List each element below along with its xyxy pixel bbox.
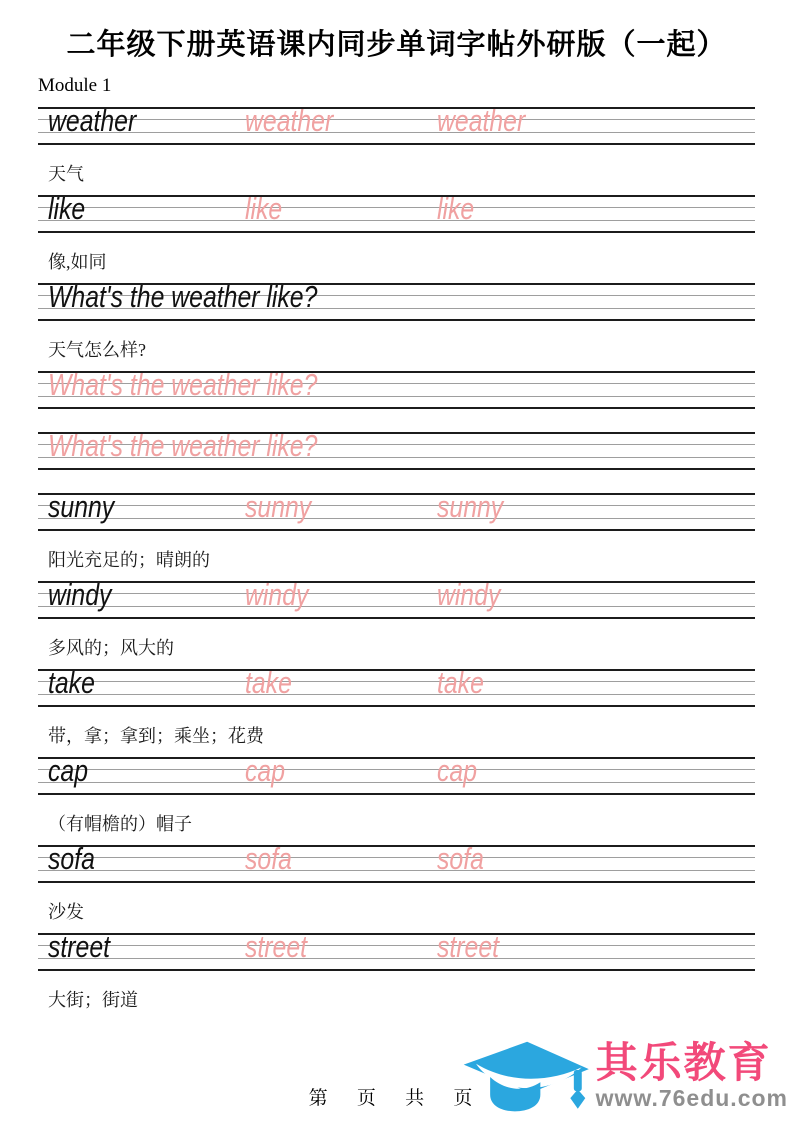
brand-text-block — [595, 1039, 788, 1112]
meaning-text: 大街；街道 — [48, 990, 138, 1010]
practice-word-trace-1: sunny — [245, 489, 312, 524]
guide-line — [38, 782, 755, 783]
practice-unit — [38, 929, 755, 1021]
meaning-text: 多风的；风大的 — [48, 638, 174, 658]
guide-line — [38, 606, 755, 607]
guide-line — [38, 119, 755, 120]
practice-word: like — [48, 191, 86, 226]
writing-guide-lines — [38, 428, 755, 470]
guide-line — [38, 132, 755, 133]
practice-word: take — [48, 665, 95, 700]
guide-line — [38, 870, 755, 871]
meaning-text — [38, 470, 755, 493]
guide-line — [38, 958, 755, 959]
practice-unit — [38, 191, 755, 283]
writing-guide-lines — [38, 279, 755, 321]
meaning-text: （有帽檐的）帽子 — [48, 814, 192, 834]
practice-unit — [38, 428, 755, 493]
practice-word: street — [48, 929, 111, 964]
meaning-text: 像,如同 — [48, 252, 107, 272]
practice-unit — [38, 665, 755, 757]
guide-line — [38, 945, 755, 946]
practice-word: What's the weather like? — [48, 279, 318, 314]
practice-word-trace-1: take — [245, 665, 292, 700]
practice-word: windy — [48, 577, 112, 612]
guide-line — [38, 694, 755, 695]
practice-word-trace-2: weather — [437, 103, 526, 138]
module-label: Module 1 — [38, 75, 112, 96]
practice-word: cap — [48, 753, 88, 788]
practice-word-trace-2: street — [437, 929, 500, 964]
page-title: 二年级下册英语课内同步单词字帖外研版（一起） — [66, 29, 727, 61]
practice-word-trace-1: street — [245, 929, 308, 964]
meaning-text: 沙发 — [48, 902, 84, 922]
practice-word-trace-2: sunny — [437, 489, 504, 524]
meaning-text: 天气 — [48, 164, 84, 184]
guide-line — [38, 220, 755, 221]
practice-unit — [38, 279, 755, 371]
guide-line — [38, 681, 755, 682]
writing-guide-lines — [38, 929, 755, 971]
brand-logo — [457, 1040, 788, 1114]
practice-unit — [38, 489, 755, 581]
practice-word: What's the weather like? — [48, 367, 318, 402]
practice-unit — [38, 841, 755, 933]
practice-word-trace-2: take — [437, 665, 484, 700]
writing-guide-lines — [38, 665, 755, 707]
practice-word-trace-2: sofa — [437, 841, 484, 876]
graduation-cap-icon — [457, 1040, 592, 1114]
practice-unit — [38, 577, 755, 669]
guide-line — [38, 593, 755, 594]
writing-guide-lines — [38, 577, 755, 619]
practice-word-trace-1: cap — [245, 753, 285, 788]
practice-word-trace-2: windy — [437, 577, 501, 612]
practice-word-trace-1: like — [245, 191, 283, 226]
meaning-text: 阳光充足的；晴朗的 — [48, 550, 210, 570]
meaning-text: 天气怎么样? — [48, 340, 146, 360]
practice-word-trace-1: weather — [245, 103, 334, 138]
practice-word-trace-2: cap — [437, 753, 477, 788]
practice-unit — [38, 367, 755, 432]
footer-page-number: 第 页 共 页 — [308, 1088, 485, 1109]
practice-unit — [38, 753, 755, 845]
guide-line — [38, 769, 755, 770]
brand-url: www.76edu.com — [595, 1085, 788, 1111]
writing-guide-lines — [38, 753, 755, 795]
practice-word: weather — [48, 103, 137, 138]
practice-word: sofa — [48, 841, 95, 876]
guide-line — [38, 518, 755, 519]
practice-word-trace-1: windy — [245, 577, 309, 612]
practice-sheet — [38, 103, 755, 1021]
meaning-text: 带，拿；拿到；乘坐；花费 — [48, 726, 264, 746]
writing-guide-lines — [38, 103, 755, 145]
practice-word: What's the weather like? — [48, 428, 318, 463]
practice-word-trace-2: like — [437, 191, 475, 226]
guide-line — [38, 857, 755, 858]
practice-word: sunny — [48, 489, 115, 524]
writing-guide-lines — [38, 841, 755, 883]
writing-guide-lines — [38, 191, 755, 233]
practice-unit — [38, 103, 755, 195]
guide-line — [38, 505, 755, 506]
writing-guide-lines — [38, 367, 755, 409]
practice-word-trace-1: sofa — [245, 841, 292, 876]
writing-guide-lines — [38, 489, 755, 531]
brand-name: 其乐教育 — [595, 1039, 772, 1086]
guide-line — [38, 207, 755, 208]
